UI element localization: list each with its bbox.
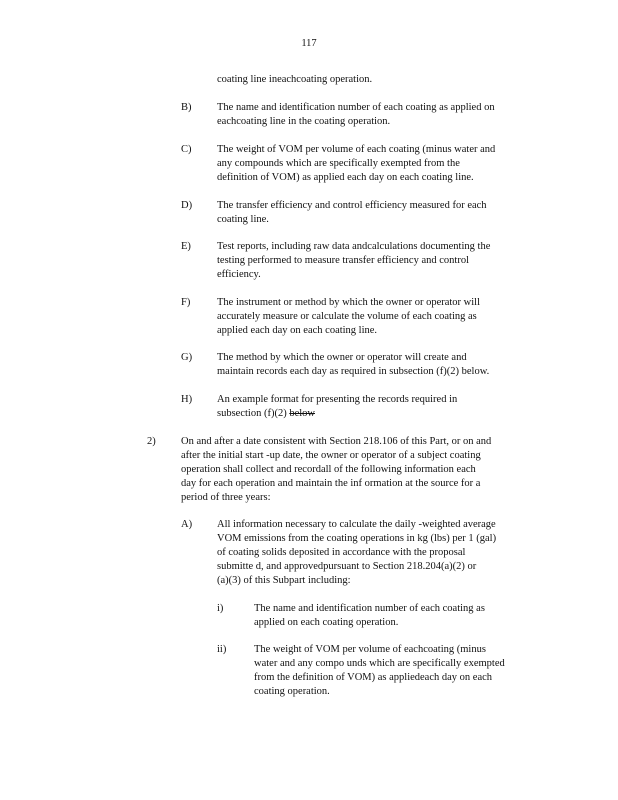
item-text: On and after a date consistent with Section 218.106 of this Part, or on and after the initial start -up date, the owner or operator of a subject coating operation shall collect and recordall of the following information each day for each operation and maintain the inf ormation at the source for a period of three years: xyxy=(181,436,492,503)
sub-item-ii xyxy=(217,643,537,701)
item-label: G) xyxy=(181,352,193,363)
list-item-D xyxy=(181,199,541,229)
list-item-2A xyxy=(181,518,541,590)
item-text: The instrument or method by which the owner or operator will accurately measure or calculate the volume of each coating as applied each day on each coating line. xyxy=(217,297,481,336)
item-label: B) xyxy=(181,102,192,113)
sub-item-i xyxy=(217,602,537,632)
list-item-E xyxy=(181,240,541,284)
item-text-main: An example format for presenting the records required in subsection (f)(2) xyxy=(217,394,458,419)
continuation-text: coating line ineachcoating operation. xyxy=(217,74,373,85)
page-number: 117 xyxy=(301,38,317,49)
item-label: F) xyxy=(181,297,191,308)
item-label: H) xyxy=(181,394,193,405)
list-item-2 xyxy=(147,435,547,507)
item-text: The name and identification number of each coating as applied on each coating operation. xyxy=(254,603,485,628)
item-text: The name and identification number of each coating as applied on eachcoating line in the coating operation. xyxy=(217,102,495,127)
list-item-C xyxy=(181,143,541,187)
list-item-G xyxy=(181,351,541,381)
item-text: All information necessary to calculate the daily -weighted average VOM emissions from the coating operations in kg (lbs) per 1 (gal) of coating solids deposited in accordance with the proposal submitte d, and approvedpursuant to Section 218.204(a)(2) or (a)(3) of this Subpart including: xyxy=(217,519,497,586)
list-item-B xyxy=(181,101,541,131)
item-label: E) xyxy=(181,241,191,252)
item-text: The weight of VOM per volume of eachcoating (minus water and any compo unds which are specifically exempted from the definition of VOM) as appliedeach day on each coating operation. xyxy=(254,644,505,697)
item-label: A) xyxy=(181,519,193,530)
list-item-F xyxy=(181,296,541,340)
item-text: Test reports, including raw data andcalculations documenting the testing performed to measure transfer efficiency and control efficiency. xyxy=(217,241,491,280)
item-text: The transfer efficiency and control efficiency measured for each coating line. xyxy=(217,200,487,225)
list-item-H xyxy=(181,393,541,423)
item-text xyxy=(217,393,547,421)
item-text: The method by which the owner or operator will create and maintain records each day as required in subsection (f)(2) below. xyxy=(217,352,490,377)
item-label: ii) xyxy=(217,644,227,655)
item-label: D) xyxy=(181,200,193,211)
item-text: The weight of VOM per volume of each coating (minus water and any compounds which are specifically exempted from the definition of VOM) as applied each day on each coating line. xyxy=(217,144,496,183)
struck-text: below xyxy=(289,408,315,419)
item-label: C) xyxy=(181,144,192,155)
item-label: 2) xyxy=(147,436,156,447)
item-label: i) xyxy=(217,603,224,614)
